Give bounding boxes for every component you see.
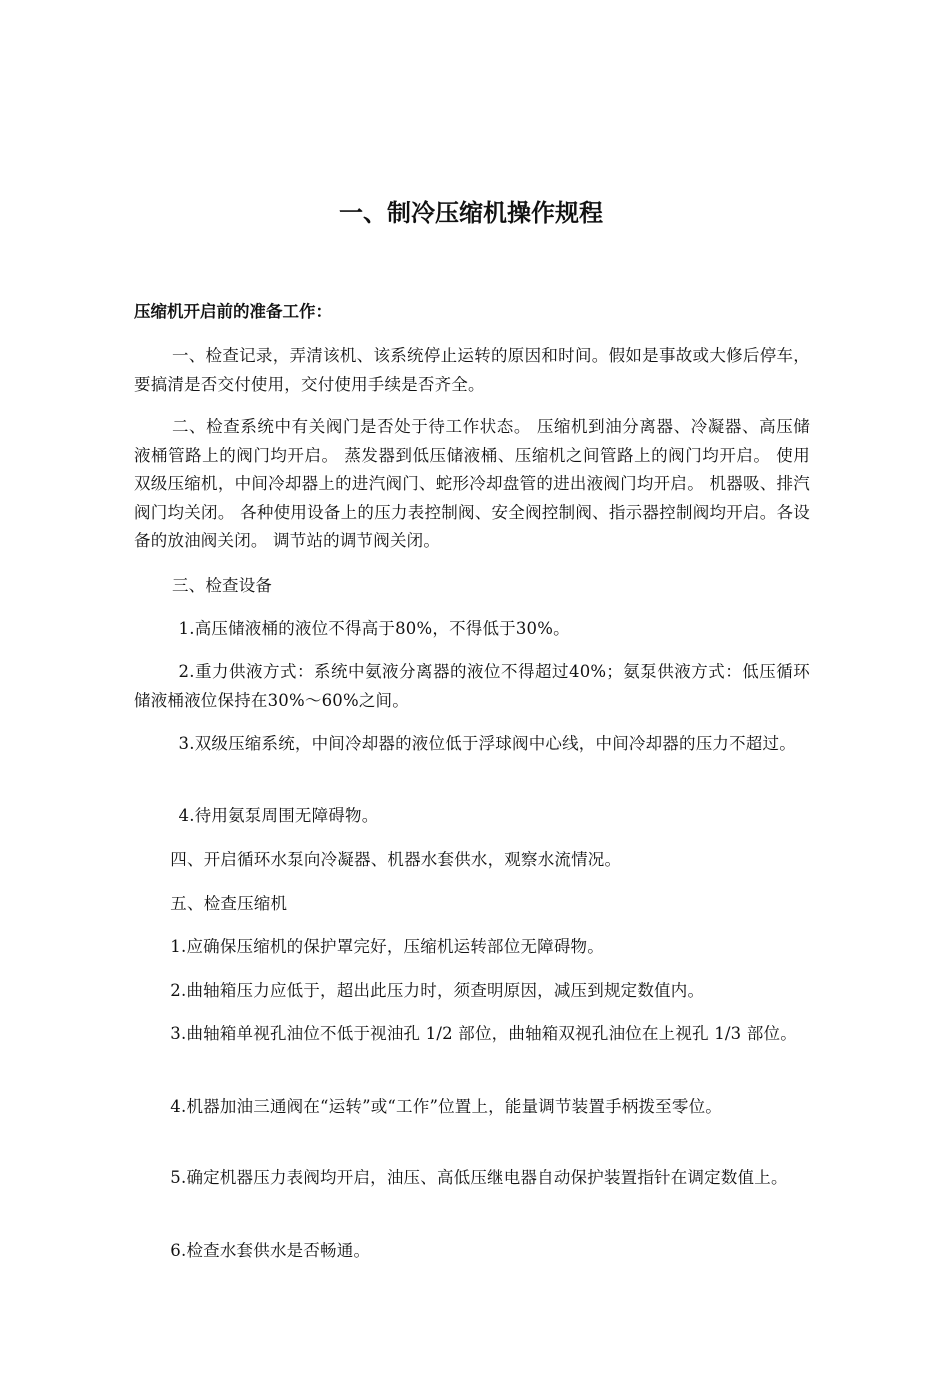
paragraph-7: 4.待用氨泵周围无障碍物。	[178, 806, 379, 825]
paragraph-3: 三、检查设备	[171, 576, 273, 595]
document-title: 一、制冷压缩机操作规程	[339, 199, 603, 227]
paragraph-5: 2.重力供液方式：系统中氨液分离器的液位不得超过40%；氨泵供液方式：低压循环储液桶液位保持在30%～60%之间。	[134, 662, 810, 710]
paragraph-13: 4.机器加油三通阀在“运转”或“工作”位置上，能量调节装置手柄拨至零位。	[170, 1097, 722, 1116]
paragraph-1: 一、检查记录，弄清该机、该系统停止运转的原因和时间。假如是事故或大修后停车，要搞清是否交付使用，交付使用手续是否齐全。	[134, 346, 810, 394]
paragraph-12: 3.曲轴箱单视孔油位不低于视油孔 1/2 部位，曲轴箱双视孔油位在上视孔 1/3 部位。	[170, 1024, 797, 1043]
paragraph-10: 1.应确保压缩机的保护罩完好，压缩机运转部位无障碍物。	[170, 937, 604, 956]
section-heading: 压缩机开启前的准备工作：	[134, 302, 332, 321]
paragraph-6: 3.双级压缩系统，中间冷却器的液位低于浮球阀中心线，中间冷却器的压力不超过。	[178, 734, 796, 753]
paragraph-15: 6.检查水套供水是否畅通。	[170, 1241, 371, 1260]
paragraph-2: 二、检查系统中有关阀门是否处于待工作状态。 压缩机到油分离器、冷凝器、高压储液桶管路上的阀门均开启。 蒸发器到低压储液桶、压缩机之间管路上的阀门均开启。 使用双级压缩机，中间冷却器上的进汽阀门、蛇形冷却盘管的进出液阀门均开启。 机器吸、排汽阀门均关闭。 各种使用设备上的压力表控制阀、安全阀控制阀、指示器控制阀均开启。各设备的放油阀关闭。 调节站的调节阀关闭。	[134, 417, 810, 550]
paragraph-9: 五、检查压缩机	[170, 894, 288, 913]
paragraph-4: 1.高压储液桶的液位不得高于80%，不得低于30%。	[178, 619, 570, 638]
paragraph-14: 5.确定机器压力表阀均开启，油压、高低压继电器自动保护装置指针在调定数值上。	[170, 1168, 788, 1187]
paragraph-11: 2.曲轴箱压力应低于，超出此压力时，须查明原因，减压到规定数值内。	[170, 981, 705, 1000]
paragraph-8: 四、开启循环水泵向冷凝器、机器水套供水，观察水流情况。	[170, 850, 622, 869]
